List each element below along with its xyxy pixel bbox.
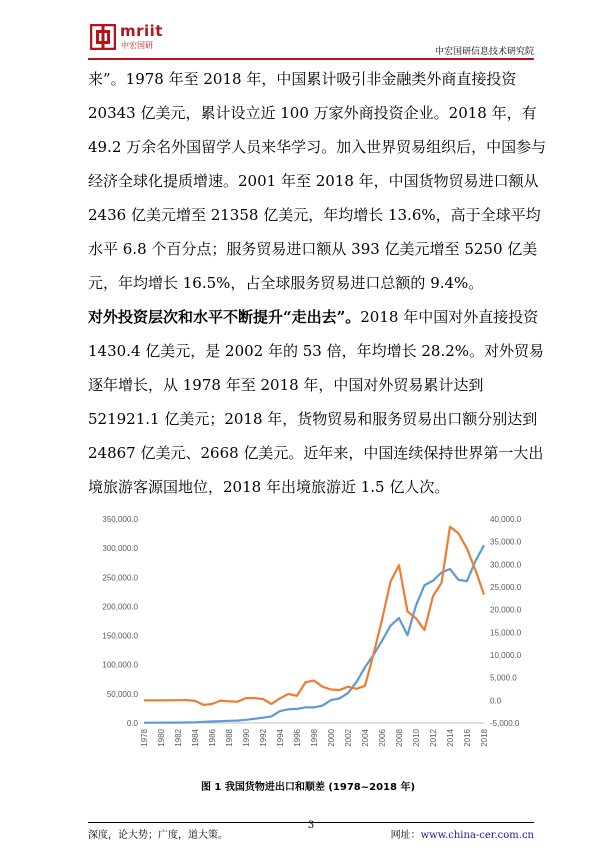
trade-total-line (144, 545, 484, 723)
paragraph-text: 2018 年中国对外直接投资 1430.4 亿美元，是 2002 年的 53 倍，年均增长 28.2%。对外贸易逐年增长，从 1978 年至 2018 年，中国对外贸易累计达到 521921.1 亿美元；2018 年，货物贸易和服务贸易出口额分别达到 24867 亿美元、2668 亿美元。近年来，中国连续保持世界第一大出境旅游客源国地位，2018 年出境旅游近 1.5 亿人次。 (88, 308, 545, 496)
y-left-tick-label: 200,000.0 (102, 602, 138, 612)
website-label: 网址： (390, 830, 421, 841)
y-right-tick-label: 25,000.0 (490, 583, 522, 592)
paragraph-text: 来”。1978 年至 2018 年，中国累计吸引非金融类外商直接投资 20343 亿美元，累计设立近 100 万家外商投资企业。2018 年，有 49.2 万余名外国留学人员来华学习。加入世界贸易组织后，中国参与经济全球化提质增速。2001 年至 2018 年，中国货物贸易进口额从 2436 亿美元增至 21358 亿美元，年均增长 13.6%，高于全球平均水平 6.8 个百分点；服务贸易进口额从 393 亿美元增至 5250 亿美元，年均增长 16.5%，占全球服务贸易进口总额的 9.4%。 (88, 70, 547, 292)
x-tick-label: 1990 (242, 729, 251, 747)
y-right-tick-label: 10,000.0 (490, 651, 522, 660)
logo-text-en: mriit (120, 22, 163, 40)
x-tick-label: 1984 (191, 729, 200, 747)
x-tick-label: 2002 (344, 729, 353, 747)
goods-trade-chart (88, 505, 528, 767)
figure-caption: 图 1 我国货物进出口和顺差 (1978~2018 年) (200, 782, 416, 793)
y-right-tick-label: -5,000.0 (490, 719, 520, 728)
x-tick-label: 1980 (157, 729, 166, 747)
x-tick-label: 2008 (395, 729, 404, 747)
paragraph (88, 62, 548, 300)
y-right-tick-label: 5,000.0 (490, 673, 517, 683)
website-link[interactable]: www.china-cer.com.cn (420, 830, 534, 841)
y-right-tick-label: 30,000.0 (490, 560, 522, 570)
x-tick-label: 1986 (208, 729, 217, 747)
x-tick-label: 1978 (140, 729, 149, 747)
mriit-logo-icon (90, 24, 116, 50)
x-tick-label: 1996 (293, 729, 302, 747)
page-number: 3 (307, 820, 315, 831)
x-tick-label: 1982 (174, 729, 183, 747)
y-left-tick-label: 150,000.0 (102, 631, 138, 641)
y-right-tick-label: 15,000.0 (490, 628, 522, 638)
page-header (88, 18, 534, 60)
footer-slogan: 深度，论大势；广度，道大策。 (88, 830, 228, 841)
logo-text-cn: 中宏国研 (121, 41, 153, 50)
x-tick-label: 2004 (361, 729, 370, 747)
trade-balance-line (144, 527, 484, 705)
x-tick-label: 2018 (480, 729, 489, 747)
y-right-tick-label: 40,000.0 (490, 515, 522, 524)
y-left-tick-label: 250,000.0 (102, 573, 138, 583)
organization-name: 中宏国研信息技术研究院 (434, 47, 534, 57)
x-tick-label: 2016 (463, 729, 472, 747)
chart (88, 505, 528, 767)
x-tick-label: 2014 (446, 729, 455, 747)
body-text (88, 62, 548, 504)
footer-website (391, 826, 534, 841)
y-left-tick-label: 0.0 (126, 719, 138, 728)
paragraph (88, 300, 548, 504)
paragraph-heading: 对外投资层次和水平不断提升“走出去”。 (88, 308, 361, 326)
x-tick-label: 2012 (429, 729, 438, 747)
x-tick-label: 1992 (259, 729, 268, 747)
x-tick-label: 2006 (378, 729, 387, 747)
x-tick-label: 1998 (310, 729, 319, 747)
x-tick-label: 1988 (225, 729, 234, 747)
y-left-tick-label: 100,000.0 (102, 660, 138, 670)
x-tick-label: 2000 (327, 729, 336, 747)
y-left-tick-label: 300,000.0 (102, 544, 138, 554)
y-right-tick-label: 20,000.0 (490, 605, 522, 615)
x-tick-label: 2010 (412, 729, 421, 747)
y-left-tick-label: 350,000.0 (102, 515, 138, 524)
y-right-tick-label: 0.0 (490, 696, 502, 706)
y-left-tick-label: 50,000.0 (106, 689, 138, 699)
header-rule (88, 58, 534, 60)
y-right-tick-label: 35,000.0 (490, 537, 522, 547)
x-tick-label: 1994 (276, 729, 285, 747)
